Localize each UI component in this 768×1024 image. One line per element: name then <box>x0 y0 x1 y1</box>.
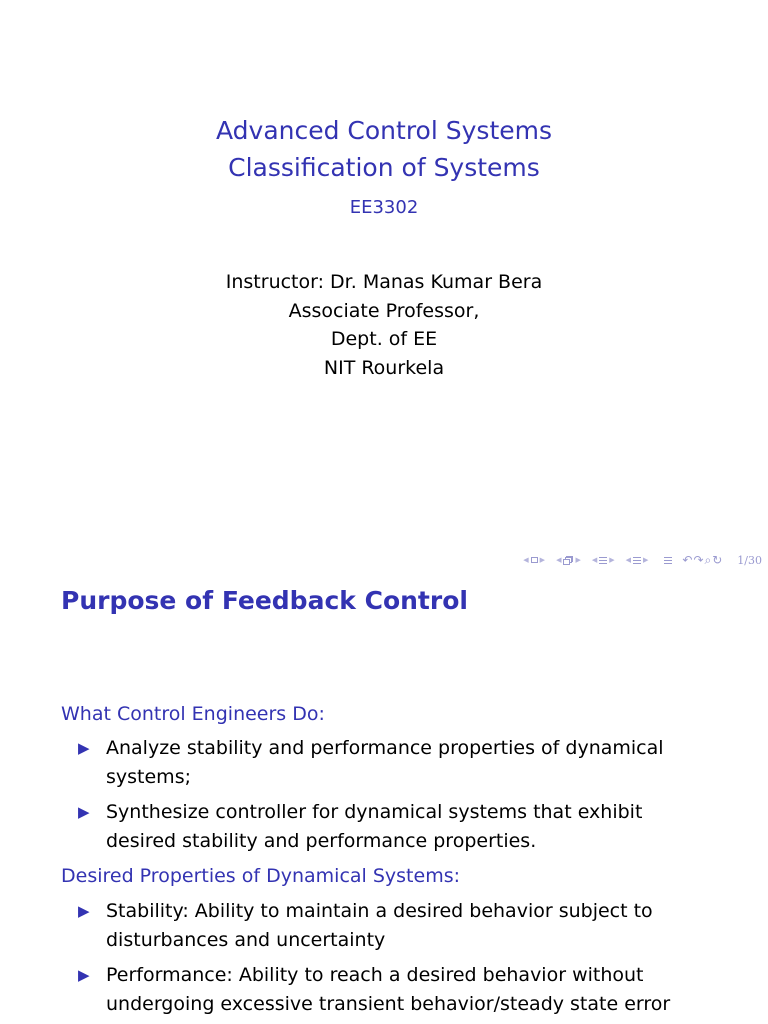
nav-section-group[interactable] <box>591 556 616 564</box>
presentation-subtitle: Classification of Systems <box>228 153 540 182</box>
frame-title: Purpose of Feedback Control <box>61 586 468 615</box>
nav-next-section-icon[interactable]: ▶ <box>609 556 615 564</box>
frame-icon[interactable] <box>531 557 538 563</box>
section-heading-properties: Desired Properties of Dynamical Systems: <box>61 865 460 887</box>
nav-prev-part-icon[interactable]: ◀ <box>625 556 632 564</box>
list-item: ▶ Performance: Ability to reach a desired behavior without undergoing excessive transient behavior/steady state error <box>78 961 698 1018</box>
section-icon[interactable] <box>599 556 607 564</box>
nav-subsub-group[interactable] <box>625 556 650 564</box>
instructor-name: Instructor: Dr. Manas Kumar Bera <box>225 271 543 293</box>
bullet-triangle-icon: ▶ <box>78 966 90 984</box>
nav-subsection-group[interactable] <box>555 556 582 565</box>
nav-frame-group[interactable] <box>522 556 546 564</box>
course-code: EE3302 <box>349 197 419 218</box>
nav-prev-subsection-icon[interactable]: ◀ <box>556 556 562 564</box>
list-item: ▶ Synthesize controller for dynamical systems that exhibit desired stability and performance properties. <box>78 798 698 855</box>
part-icon[interactable] <box>633 556 641 564</box>
list-item: ▶ Stability: Ability to maintain a desired behavior subject to disturbances and uncertainty <box>78 897 698 954</box>
instructor-institute: NIT Rourkela <box>323 357 445 379</box>
content-slide <box>0 576 768 1024</box>
bullet-triangle-icon: ▶ <box>78 803 90 821</box>
presentation-title: Advanced Control Systems <box>216 116 552 145</box>
nav-prev-section-icon[interactable]: ◀ <box>591 556 598 564</box>
subsection-icon[interactable] <box>563 556 573 565</box>
document-icon[interactable] <box>664 556 672 564</box>
instructor-position: Associate Professor, <box>288 300 480 322</box>
nav-next-frame-icon[interactable]: ▶ <box>539 556 546 564</box>
bullet-triangle-icon: ▶ <box>78 739 90 757</box>
undo-search-redo-icons[interactable]: ↶↷⌕↻ <box>682 552 724 567</box>
nav-next-part-icon[interactable]: ▶ <box>643 556 649 564</box>
instructor-department: Dept. of EE <box>330 328 438 350</box>
bullet-triangle-icon: ▶ <box>78 902 90 920</box>
list-item: ▶ Analyze stability and performance properties of dynamical systems; <box>78 734 698 791</box>
nav-document-group[interactable] <box>658 556 673 564</box>
section-heading-engineers: What Control Engineers Do: <box>61 703 325 725</box>
nav-prev-frame-icon[interactable]: ◀ <box>523 556 529 564</box>
page-number: 1/30 <box>737 553 762 567</box>
nav-next-subsection-icon[interactable]: ▶ <box>575 556 581 564</box>
navigation-bar <box>522 549 768 571</box>
